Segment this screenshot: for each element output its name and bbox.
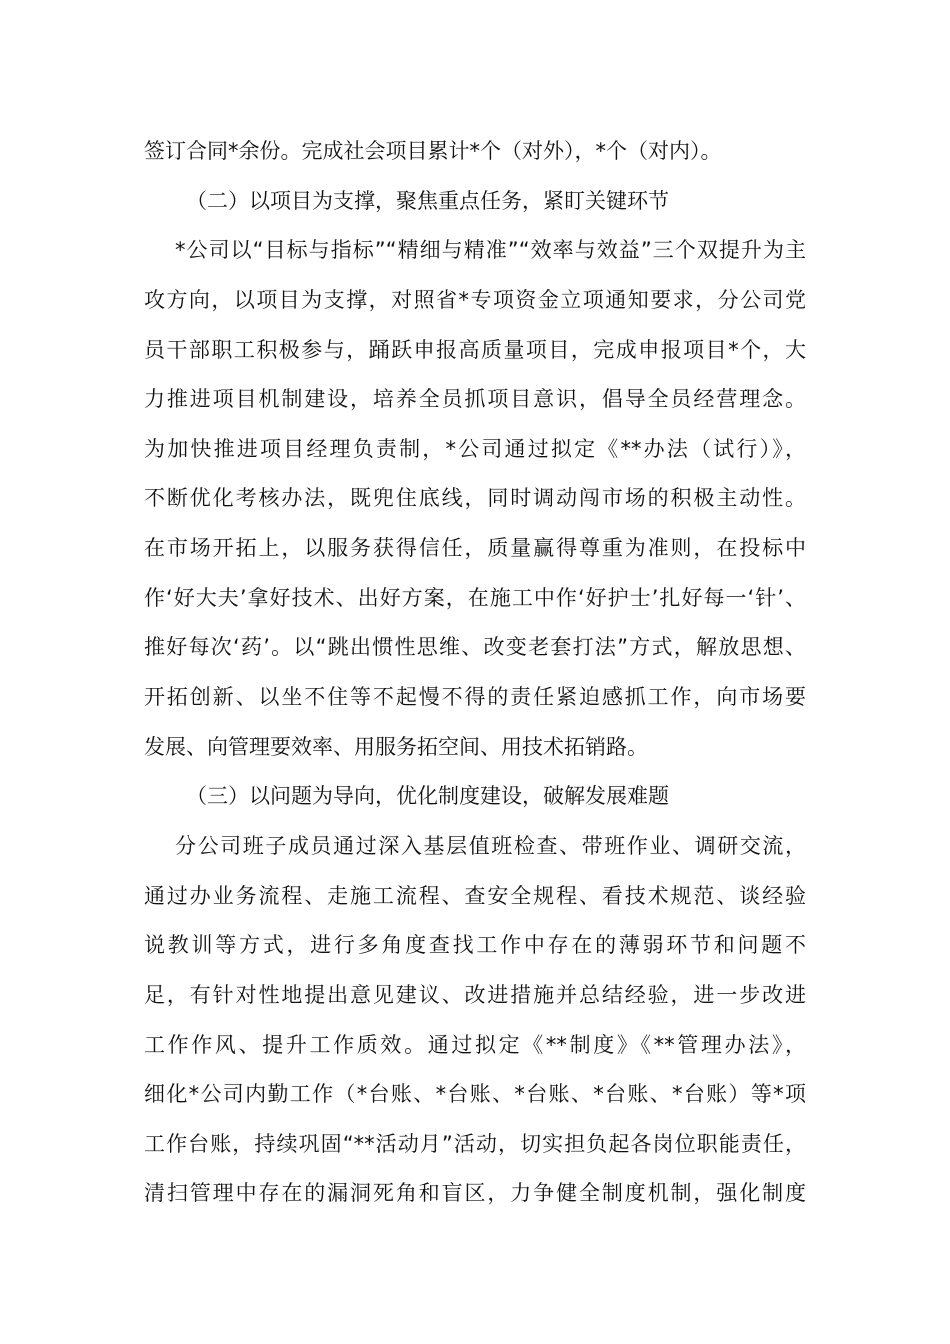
paragraph-line: 力推进项目机制建设，培养全员抓项目意识，倡导全员经营理念。 (144, 387, 806, 412)
paragraph-line: 推好每次‘药’。以“跳出惯性思维、改变老套打法”方式，解放思想、 (144, 635, 806, 660)
paragraph-line: 为加快推进项目经理负责制，*公司通过拟定《**办法（试行）》， (144, 436, 806, 461)
paragraph-line: 在市场开拓上，以服务获得信任，质量赢得尊重为准则，在投标中 (144, 536, 806, 561)
paragraph-line: 员干部职工积极参与，踊跃申报高质量项目，完成申报项目*个，大 (144, 337, 806, 362)
paragraph-line: 签订合同*余份。完成社会项目累计*个（对外），*个（对内）。 (144, 139, 722, 163)
paragraph-line: 通过办业务流程、走施工流程、查安全规程、看技术规范、谈经验 (144, 883, 806, 908)
paragraph-line: 作‘好大夫’拿好技术、出好方案，在施工中作‘好护士’扎好每一‘针’、 (144, 585, 806, 610)
paragraph-line: 说教训等方式，进行多角度查找工作中存在的薄弱环节和问题不 (144, 933, 806, 958)
section-heading: （二）以项目为支撑，聚焦重点任务，紧盯关键环节 (186, 188, 669, 213)
paragraph-line: 足，有针对性地提出意见建议、改进措施并总结经验，进一步改进 (144, 982, 806, 1007)
paragraph-line: 分公司班子成员通过深入基层值班检查、带班作业、调研交流， (175, 833, 806, 858)
paragraph-line: 清扫管理中存在的漏洞死角和盲区，力争健全制度机制，强化制度 (144, 1181, 806, 1206)
paragraph-line: 不断优化考核办法，既兜住底线，同时调动闯市场的积极主动性。 (144, 486, 806, 511)
document-body (144, 127, 806, 1219)
paragraph-line: 工作台账，持续巩固“**活动月”活动，切实担负起各岗位职能责任， (144, 1131, 806, 1156)
paragraph-line: 开拓创新、以坐不住等不起慢不得的责任紧迫感抓工作，向市场要 (144, 685, 806, 710)
paragraph-line: 发展、向管理要效率、用服务拓空间、用技术拓销路。 (144, 734, 648, 759)
section-heading: （三）以问题为导向，优化制度建设，破解发展难题 (186, 784, 669, 809)
paragraph-line: 细化*公司内勤工作（*台账、*台账、*台账、*台账、*台账）等*项 (144, 1082, 806, 1107)
paragraph-line: *公司以“目标与指标”“精细与精准”“效率与效益”三个双提升为主 (175, 238, 806, 263)
paragraph-line: 工作作风、提升工作质效。通过拟定《**制度》《**管理办法》， (144, 1032, 806, 1057)
paragraph-line: 攻方向，以项目为支撑，对照省*专项资金立项通知要求，分公司党 (144, 287, 806, 312)
